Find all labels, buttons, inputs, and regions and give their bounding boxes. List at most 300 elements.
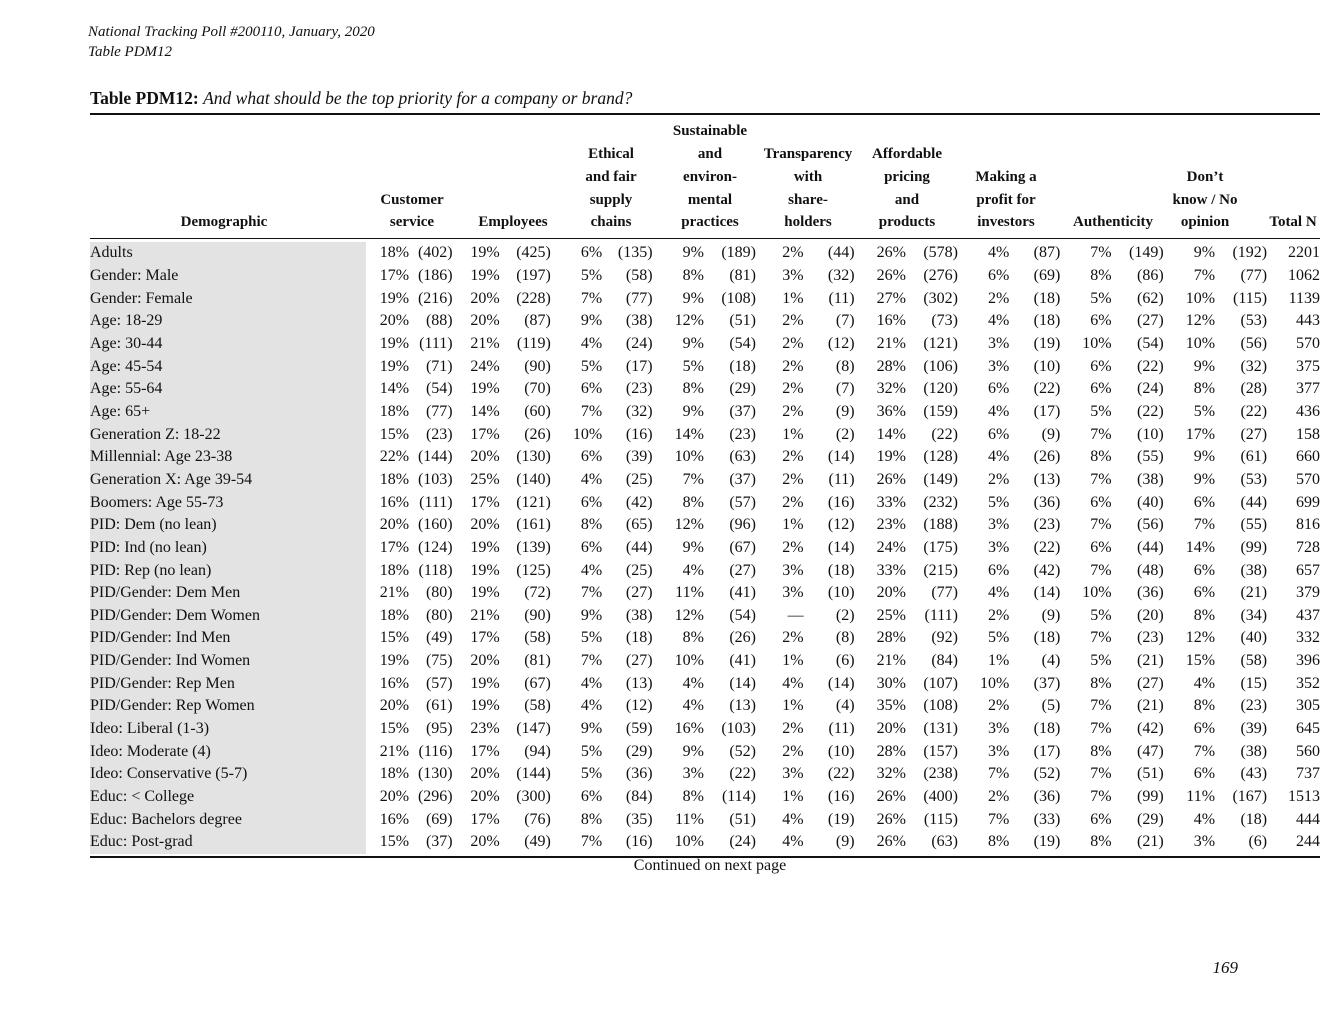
count-cell: (81) xyxy=(729,266,756,284)
demographic-label: Age: 45-54 xyxy=(90,357,163,375)
percent-cell: 6% xyxy=(1193,765,1216,783)
count-cell: (232) xyxy=(923,493,958,511)
column-gap xyxy=(453,786,462,809)
top-rule xyxy=(90,113,1320,115)
count-cell: (10) xyxy=(1033,357,1061,375)
column-gap xyxy=(653,333,663,356)
count-cell: (47) xyxy=(1137,742,1164,760)
total-n-cell: 1062 xyxy=(1288,266,1320,284)
count-cell: (77) xyxy=(1240,266,1268,284)
column-gap xyxy=(855,605,865,628)
column-gap xyxy=(1060,491,1070,514)
count-cell: (22) xyxy=(1033,538,1061,556)
column-gap xyxy=(1060,718,1070,741)
count-cell: (192) xyxy=(1232,244,1268,262)
column-gap xyxy=(958,491,968,514)
total-n-cell: 244 xyxy=(1296,833,1320,851)
column-gap xyxy=(1267,582,1277,605)
count-cell: (16) xyxy=(827,493,855,511)
column-gap xyxy=(1267,559,1277,582)
percent-cell: 7% xyxy=(1090,561,1112,579)
count-cell: (22) xyxy=(1033,380,1061,398)
percent-cell: 2% xyxy=(782,402,804,420)
count-cell: (40) xyxy=(1240,629,1268,647)
count-cell: (37) xyxy=(729,470,756,488)
column-gap xyxy=(653,740,663,763)
column-gap xyxy=(653,831,663,854)
column-gap xyxy=(1164,401,1174,424)
count-cell: (54) xyxy=(1137,334,1164,352)
count-cell: (12) xyxy=(625,697,653,715)
column-gap xyxy=(756,627,766,650)
percent-cell: 19% xyxy=(379,334,410,352)
percent-cell: 6% xyxy=(987,561,1010,579)
percent-cell: 20% xyxy=(470,289,500,307)
percent-cell: 10% xyxy=(1082,334,1112,352)
percent-cell: 22% xyxy=(379,448,410,466)
column-gap xyxy=(653,287,663,310)
column-gap xyxy=(958,401,968,424)
page-number: 169 xyxy=(1212,958,1238,977)
percent-cell: 5% xyxy=(580,629,603,647)
column-gap xyxy=(551,378,560,401)
demographic-label: PID/Gender: Rep Women xyxy=(90,697,255,715)
column-gap xyxy=(653,786,663,809)
count-cell: (16) xyxy=(625,425,653,443)
total-n-cell: 1513 xyxy=(1288,788,1320,806)
column-gap xyxy=(551,672,560,695)
count-cell: (42) xyxy=(625,493,653,511)
column-gap xyxy=(453,446,462,469)
count-cell: (118) xyxy=(418,561,453,579)
percent-cell: 10% xyxy=(572,425,603,443)
count-cell: (121) xyxy=(516,493,551,511)
count-cell: (55) xyxy=(1137,448,1164,466)
column-header-line: Total N xyxy=(1269,214,1317,231)
percent-cell: 7% xyxy=(1090,470,1112,488)
column-gap xyxy=(1060,582,1070,605)
count-cell: (36) xyxy=(1137,584,1164,602)
column-gap xyxy=(855,808,865,831)
column-header-line: pricing xyxy=(884,168,930,185)
column-gap xyxy=(551,333,560,356)
column-gap xyxy=(958,355,968,378)
percent-cell: 3% xyxy=(782,561,804,579)
count-cell: (36) xyxy=(1033,493,1061,511)
count-cell: (73) xyxy=(931,312,958,330)
percent-cell: 30% xyxy=(876,674,906,692)
count-cell: (54) xyxy=(729,606,756,624)
percent-cell: 6% xyxy=(580,380,603,398)
percent-cell: 7% xyxy=(580,289,603,307)
column-gap xyxy=(453,514,462,537)
percent-cell: 4% xyxy=(782,833,804,851)
column-gap xyxy=(653,469,663,492)
count-cell: (36) xyxy=(1033,788,1061,806)
percent-cell: 12% xyxy=(674,516,704,534)
column-gap xyxy=(453,355,462,378)
table-row xyxy=(90,355,1320,378)
percent-cell: 32% xyxy=(876,380,906,398)
column-gap xyxy=(453,740,462,763)
column-gap xyxy=(958,786,968,809)
total-n-cell: 570 xyxy=(1296,470,1320,488)
column-header-line: and fair xyxy=(585,168,637,185)
column-gap xyxy=(756,582,766,605)
count-cell: (39) xyxy=(1240,720,1268,738)
table-row xyxy=(90,378,1320,401)
percent-cell: 7% xyxy=(580,402,603,420)
percent-cell: 7% xyxy=(987,765,1010,783)
percent-cell: 18% xyxy=(379,765,410,783)
column-gap xyxy=(855,469,865,492)
percent-cell: 5% xyxy=(580,266,603,284)
total-n-cell: 352 xyxy=(1296,674,1320,692)
percent-cell: 25% xyxy=(876,606,906,624)
column-gap xyxy=(551,469,560,492)
column-gap xyxy=(551,831,560,854)
column-header-line: holders xyxy=(784,214,832,231)
count-cell: (90) xyxy=(524,357,551,375)
percent-cell: 6% xyxy=(1090,810,1112,828)
count-cell: (27) xyxy=(1137,674,1164,692)
column-gap xyxy=(351,650,368,673)
count-cell: (10) xyxy=(827,584,855,602)
caption-question: And what should be the top priority for a company or brand? xyxy=(203,88,633,108)
column-gap xyxy=(551,559,560,582)
percent-cell: 12% xyxy=(674,312,704,330)
percent-cell: 26% xyxy=(876,266,906,284)
percent-cell: 20% xyxy=(470,765,500,783)
column-gap xyxy=(1164,582,1174,605)
count-cell: (106) xyxy=(923,357,958,375)
table-row xyxy=(90,310,1320,333)
column-gap xyxy=(551,514,560,537)
table-row xyxy=(90,763,1320,786)
column-gap xyxy=(855,718,865,741)
table-row xyxy=(90,446,1320,469)
count-cell: (75) xyxy=(425,652,453,670)
percent-cell: 9% xyxy=(1193,357,1216,375)
table-row xyxy=(90,831,1320,854)
column-gap xyxy=(1267,831,1277,854)
count-cell: (27) xyxy=(625,584,653,602)
percent-cell: 7% xyxy=(1090,629,1112,647)
count-cell: (42) xyxy=(1033,561,1061,579)
count-cell: (167) xyxy=(1232,788,1268,806)
count-cell: (120) xyxy=(923,380,958,398)
demographic-label: Adults xyxy=(90,244,133,262)
count-cell: (23) xyxy=(425,425,453,443)
column-gap xyxy=(351,423,368,446)
total-n-cell: 657 xyxy=(1296,561,1320,579)
count-cell: (43) xyxy=(1240,765,1268,783)
percent-cell: 3% xyxy=(782,584,804,602)
count-cell: (186) xyxy=(417,266,453,284)
count-cell: (84) xyxy=(931,652,958,670)
percent-cell: 7% xyxy=(1090,697,1112,715)
percent-cell: 35% xyxy=(876,697,906,715)
demographic-label: Millennial: Age 23-38 xyxy=(90,448,233,466)
percent-cell: 6% xyxy=(580,538,603,556)
percent-cell: 19% xyxy=(470,674,500,692)
percent-cell: 6% xyxy=(1090,538,1112,556)
count-cell: (80) xyxy=(425,584,453,602)
count-cell: (38) xyxy=(1240,561,1268,579)
percent-cell: 7% xyxy=(580,584,603,602)
count-cell: (147) xyxy=(516,720,551,738)
column-gap xyxy=(1060,401,1070,424)
percent-cell: 2% xyxy=(987,788,1010,806)
percent-cell: 1% xyxy=(782,697,804,715)
poll-title: National Tracking Poll #200110, January, 2020 xyxy=(88,24,375,40)
count-cell: (6) xyxy=(1248,833,1268,851)
column-header-line: Making a xyxy=(975,168,1037,185)
column-header-line: profit for xyxy=(976,191,1036,208)
column-gap xyxy=(653,559,663,582)
table-id: Table PDM12 xyxy=(88,44,173,60)
column-gap xyxy=(855,423,865,446)
column-gap xyxy=(855,491,865,514)
column-gap xyxy=(958,378,968,401)
percent-cell: 7% xyxy=(1090,788,1112,806)
count-cell: (57) xyxy=(729,493,756,511)
percent-cell: 7% xyxy=(1193,516,1216,534)
column-gap xyxy=(1164,831,1174,854)
column-gap xyxy=(958,287,968,310)
count-cell: (87) xyxy=(524,312,551,330)
percent-cell: 15% xyxy=(1185,652,1216,670)
percent-cell: 8% xyxy=(1090,266,1112,284)
count-cell: (140) xyxy=(516,470,551,488)
count-cell: (40) xyxy=(1137,493,1164,511)
count-cell: (28) xyxy=(1240,380,1268,398)
column-gap xyxy=(453,718,462,741)
demographic-label: Ideo: Conservative (5-7) xyxy=(90,765,248,783)
column-gap xyxy=(351,310,368,333)
table-row xyxy=(90,514,1320,537)
percent-cell: 6% xyxy=(1193,720,1216,738)
percent-cell: 1% xyxy=(782,516,804,534)
column-gap xyxy=(1164,672,1174,695)
percent-cell: 10% xyxy=(674,448,704,466)
count-cell: (18) xyxy=(1033,312,1061,330)
count-cell: (54) xyxy=(729,334,756,352)
percent-cell: 26% xyxy=(876,833,906,851)
demographic-label: Gender: Male xyxy=(90,266,179,284)
table-row xyxy=(90,718,1320,741)
column-gap xyxy=(351,355,368,378)
count-cell: (67) xyxy=(524,674,551,692)
percent-cell: 4% xyxy=(682,674,704,692)
demographic-label: Boomers: Age 55-73 xyxy=(90,493,224,511)
percent-cell: 21% xyxy=(876,334,906,352)
column-gap xyxy=(1267,650,1277,673)
percent-cell: 20% xyxy=(379,516,410,534)
percent-cell: 17% xyxy=(1185,425,1216,443)
header-rule xyxy=(90,238,1320,239)
percent-cell: 4% xyxy=(782,674,804,692)
percent-cell: 5% xyxy=(987,493,1010,511)
column-gap xyxy=(958,650,968,673)
percent-cell: 8% xyxy=(1193,606,1216,624)
percent-cell: 4% xyxy=(987,312,1010,330)
percent-cell: 6% xyxy=(987,425,1010,443)
percent-cell: 24% xyxy=(876,538,906,556)
count-cell: (38) xyxy=(625,312,653,330)
count-cell: (130) xyxy=(417,765,453,783)
results-table xyxy=(90,242,1320,854)
column-gap xyxy=(958,310,968,333)
count-cell: (578) xyxy=(923,244,958,262)
total-n-cell: 375 xyxy=(1296,357,1320,375)
percent-cell: 19% xyxy=(379,289,410,307)
count-cell: (65) xyxy=(625,516,653,534)
percent-cell: 10% xyxy=(674,652,704,670)
column-gap xyxy=(1267,491,1277,514)
column-gap xyxy=(855,695,865,718)
count-cell: (18) xyxy=(1033,720,1061,738)
column-gap xyxy=(756,491,766,514)
percent-cell: 14% xyxy=(1185,538,1216,556)
percent-cell: 6% xyxy=(1090,312,1112,330)
column-gap xyxy=(958,695,968,718)
percent-cell: 9% xyxy=(1193,244,1216,262)
column-gap xyxy=(1164,695,1174,718)
percent-cell: 17% xyxy=(470,425,500,443)
count-cell: (22) xyxy=(1240,402,1268,420)
percent-cell: 6% xyxy=(1193,584,1216,602)
count-cell: (16) xyxy=(827,788,855,806)
percent-cell: 4% xyxy=(987,244,1010,262)
count-cell: (21) xyxy=(1137,652,1164,670)
column-gap xyxy=(756,242,766,265)
table-row xyxy=(90,740,1320,763)
percent-cell: 4% xyxy=(682,697,704,715)
percent-cell: 4% xyxy=(580,561,603,579)
count-cell: (159) xyxy=(923,402,958,420)
count-cell: (44) xyxy=(1137,538,1164,556)
percent-cell: 4% xyxy=(580,674,603,692)
count-cell: (15) xyxy=(1240,674,1268,692)
count-cell: (22) xyxy=(1137,402,1164,420)
column-gap xyxy=(1164,537,1174,560)
column-gap xyxy=(351,265,368,288)
count-cell: (36) xyxy=(625,765,653,783)
count-cell: (160) xyxy=(417,516,453,534)
column-gap xyxy=(351,401,368,424)
count-cell: (84) xyxy=(625,788,653,806)
total-n-cell: 437 xyxy=(1296,606,1320,624)
count-cell: (14) xyxy=(827,448,855,466)
percent-cell: 33% xyxy=(876,493,906,511)
total-n-cell: 305 xyxy=(1296,697,1320,715)
column-gap xyxy=(958,605,968,628)
count-cell: (37) xyxy=(729,402,756,420)
column-gap xyxy=(1164,333,1174,356)
count-cell: (103) xyxy=(417,470,453,488)
column-gap xyxy=(653,491,663,514)
count-cell: (13) xyxy=(1033,470,1061,488)
count-cell: (21) xyxy=(1240,584,1268,602)
count-cell: (58) xyxy=(625,266,653,284)
percent-cell: 5% xyxy=(1193,402,1216,420)
column-gap xyxy=(1060,740,1070,763)
percent-cell: 2% xyxy=(782,244,804,262)
total-n-cell: 436 xyxy=(1296,402,1320,420)
count-cell: (22) xyxy=(729,765,756,783)
count-cell: (9) xyxy=(1041,425,1061,443)
column-gap xyxy=(653,718,663,741)
percent-cell: 5% xyxy=(1090,402,1112,420)
percent-cell: 6% xyxy=(1090,357,1112,375)
column-gap xyxy=(958,763,968,786)
table-row xyxy=(90,650,1320,673)
percent-cell: 18% xyxy=(379,561,410,579)
count-cell: (13) xyxy=(729,697,756,715)
percent-cell: 7% xyxy=(987,810,1010,828)
percent-cell: 20% xyxy=(876,720,906,738)
column-gap xyxy=(1267,627,1277,650)
column-gap xyxy=(453,242,462,265)
count-cell: (2) xyxy=(835,425,855,443)
percent-cell: 5% xyxy=(987,629,1010,647)
percent-cell: 7% xyxy=(1193,742,1216,760)
column-gap xyxy=(756,355,766,378)
percent-cell: 3% xyxy=(682,765,704,783)
count-cell: (55) xyxy=(1240,516,1268,534)
percent-cell: 24% xyxy=(470,357,500,375)
demographic-label: Ideo: Liberal (1-3) xyxy=(90,720,210,738)
count-cell: (23) xyxy=(729,425,756,443)
demographic-label: PID: Ind (no lean) xyxy=(90,538,207,556)
column-gap xyxy=(958,333,968,356)
count-cell: (57) xyxy=(425,674,453,692)
count-cell: (135) xyxy=(617,244,653,262)
percent-cell: 3% xyxy=(1193,833,1216,851)
column-gap xyxy=(1060,627,1070,650)
column-gap xyxy=(958,537,968,560)
count-cell: (59) xyxy=(625,720,653,738)
percent-cell: 7% xyxy=(1090,425,1112,443)
demographic-label: Age: 30-44 xyxy=(90,334,163,352)
demographic-label: Gender: Female xyxy=(90,289,193,307)
column-gap xyxy=(958,582,968,605)
count-cell: (16) xyxy=(625,833,653,851)
percent-cell: 4% xyxy=(682,561,704,579)
column-gap xyxy=(958,808,968,831)
percent-cell: 33% xyxy=(876,561,906,579)
table-row xyxy=(90,786,1320,809)
column-gap xyxy=(1164,491,1174,514)
count-cell: (189) xyxy=(721,244,756,262)
percent-cell: 19% xyxy=(470,538,500,556)
count-cell: (58) xyxy=(524,629,551,647)
demographic-label: Age: 65+ xyxy=(90,402,151,420)
percent-cell: 28% xyxy=(876,629,906,647)
percent-cell: 18% xyxy=(379,244,410,262)
column-gap xyxy=(551,310,560,333)
percent-cell: 8% xyxy=(580,810,603,828)
count-cell: (25) xyxy=(625,561,653,579)
percent-cell: 18% xyxy=(379,606,410,624)
column-gap xyxy=(1267,378,1277,401)
column-gap xyxy=(1267,287,1277,310)
count-cell: (149) xyxy=(1129,244,1164,262)
column-gap xyxy=(855,786,865,809)
percent-cell: 8% xyxy=(682,266,704,284)
percent-cell: 25% xyxy=(470,470,500,488)
